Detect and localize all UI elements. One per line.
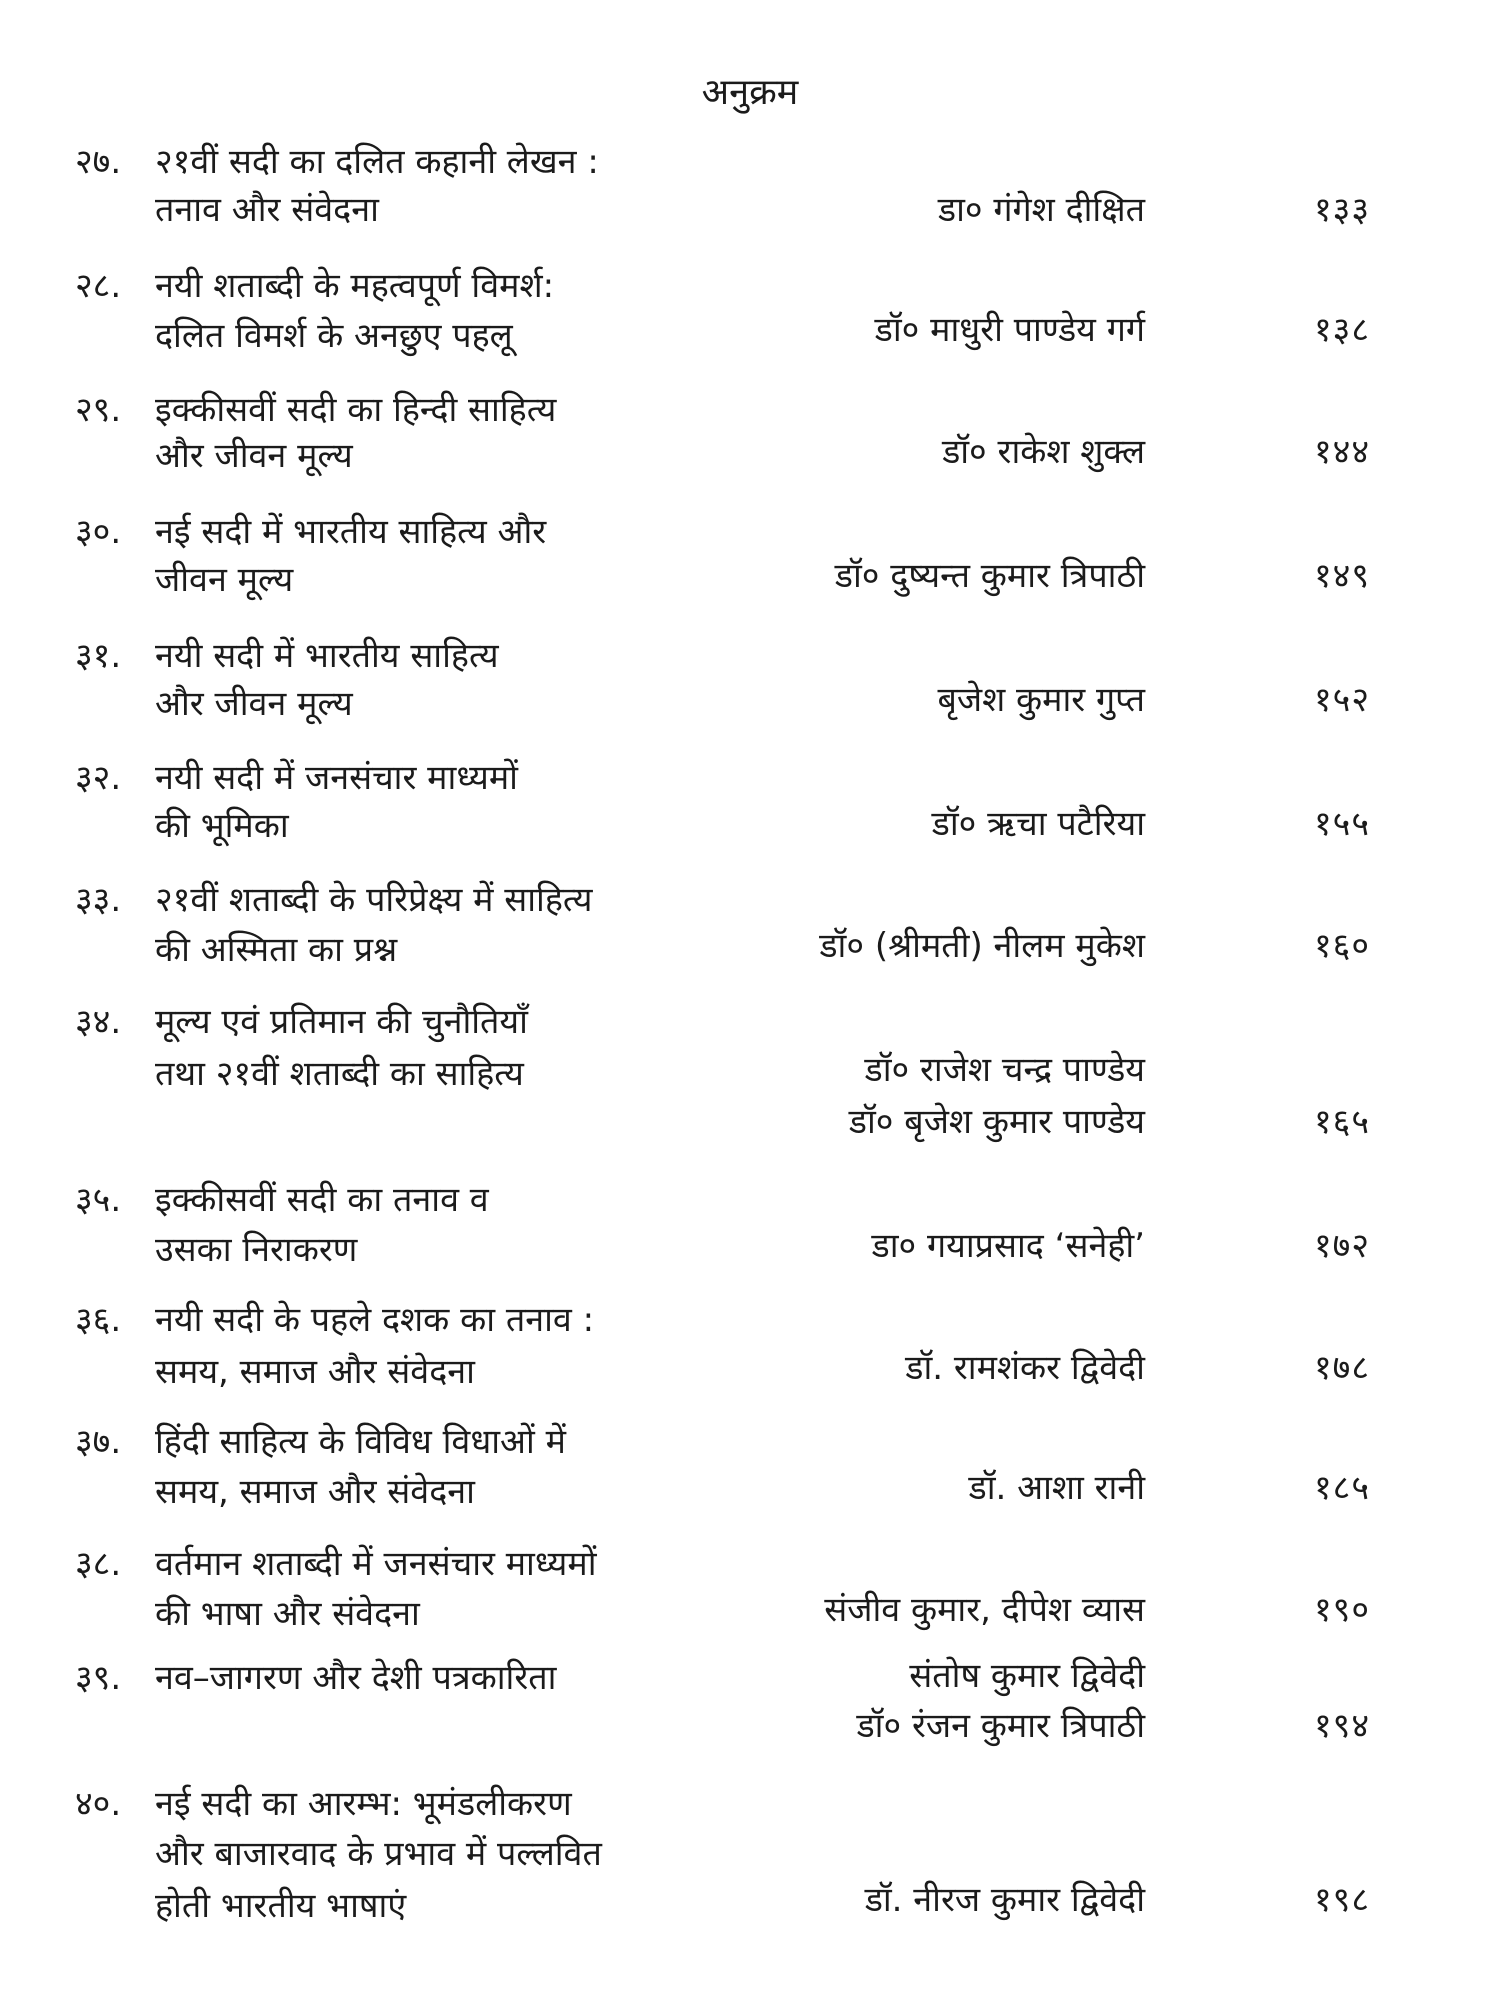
entry-title-line: की भाषा और संवेदना xyxy=(155,1594,420,1634)
entry-number: ३९. xyxy=(75,1658,122,1698)
entry-title-line: नई सदी का आरम्भ: भूमंडलीकरण xyxy=(155,1784,572,1824)
entry-author: डा० गयाप्रसाद ‘सनेही’ xyxy=(871,1226,1145,1266)
page-title: अनुक्रम xyxy=(701,72,799,113)
entry-number: ३२. xyxy=(75,758,122,798)
entry-page-number: १४९ xyxy=(1313,556,1370,596)
entry-title-line: नयी सदी में भारतीय साहित्य xyxy=(155,636,499,676)
entry-page-number: १९० xyxy=(1313,1590,1370,1630)
entry-title-line: मूल्य एवं प्रतिमान की चुनौतियाँ xyxy=(155,1002,528,1042)
entry-author: डॉ० राकेश शुक्ल xyxy=(942,432,1145,472)
entry-title-line: और जीवन मूल्य xyxy=(155,684,353,724)
entry-page-number: १९८ xyxy=(1313,1880,1370,1920)
entry-title-line: नव–जागरण और देशी पत्रकारिता xyxy=(155,1658,557,1698)
entry-title-line: नई सदी में भारतीय साहित्य और xyxy=(155,512,547,552)
entry-author: डॉ० ऋचा पटैरिया xyxy=(931,804,1145,844)
entry-number: २८. xyxy=(75,266,122,306)
entry-page-number: १३३ xyxy=(1313,190,1370,230)
entry-author: संतोष कुमार द्विवेदी xyxy=(909,1656,1145,1696)
entry-author: डॉ० दुष्यन्त कुमार त्रिपाठी xyxy=(834,556,1145,596)
entry-author: संजीव कुमार, दीपेश व्यास xyxy=(824,1590,1145,1630)
entry-page-number: १६० xyxy=(1313,926,1370,966)
entry-author: डॉ० माधुरी पाण्डेय गर्ग xyxy=(874,310,1145,350)
entry-number: ३४. xyxy=(75,1002,122,1042)
entry-page-number: १९४ xyxy=(1313,1706,1370,1746)
entry-number: ३७. xyxy=(75,1422,122,1462)
entry-author: डॉ० (श्रीमती) नीलम मुकेश xyxy=(819,926,1145,966)
entry-page-number: १६५ xyxy=(1313,1102,1370,1142)
entry-page-number: १७२ xyxy=(1313,1226,1370,1266)
entry-page-number: १५२ xyxy=(1313,680,1370,720)
entry-title-line: तथा २१वीं शताब्दी का साहित्य xyxy=(155,1054,524,1094)
entry-author: डॉ. रामशंकर द्विवेदी xyxy=(905,1348,1145,1388)
entry-title-line: नयी शताब्दी के महत्वपूर्ण विमर्श: xyxy=(155,266,555,306)
entry-title-line: २१वीं शताब्दी के परिप्रेक्ष्य में साहित्य xyxy=(155,880,593,920)
entry-author: डॉ० बृजेश कुमार पाण्डेय xyxy=(848,1102,1145,1142)
entry-title-line: वर्तमान शताब्दी में जनसंचार माध्यमों xyxy=(155,1544,597,1584)
entry-title-line: दलित विमर्श के अनछुए पहलू xyxy=(155,316,513,356)
entry-number: ४०. xyxy=(75,1784,122,1824)
entry-title-line: २१वीं सदी का दलित कहानी लेखन : xyxy=(155,142,599,182)
entry-author: डॉ० राजेश चन्द्र पाण्डेय xyxy=(864,1050,1145,1090)
entry-title-line: नयी सदी में जनसंचार माध्यमों xyxy=(155,758,518,798)
entry-page-number: १८५ xyxy=(1313,1468,1370,1508)
entry-title-line: इक्कीसवीं सदी का हिन्दी साहित्य xyxy=(155,390,557,430)
entry-number: ३६. xyxy=(75,1300,122,1340)
entry-title-line: तनाव और संवेदना xyxy=(155,190,379,230)
entry-number: ३५. xyxy=(75,1180,122,1220)
entry-author: डॉ. नीरज कुमार द्विवेदी xyxy=(864,1880,1145,1920)
entry-page-number: १४४ xyxy=(1313,432,1370,472)
entry-title-line: हिंदी साहित्य के विविध विधाओं में xyxy=(155,1422,566,1462)
entry-title-line: इक्कीसवीं सदी का तनाव व xyxy=(155,1180,489,1220)
entry-author: बृजेश कुमार गुप्त xyxy=(937,680,1145,720)
entry-number: ३३. xyxy=(75,880,122,920)
entry-page-number: १७८ xyxy=(1313,1348,1370,1388)
entry-title-line: की अस्मिता का प्रश्न xyxy=(155,930,398,970)
entry-title-line: और बाजारवाद के प्रभाव में पल्लवित xyxy=(155,1834,602,1874)
entry-author: डॉ० रंजन कुमार त्रिपाठी xyxy=(856,1706,1145,1746)
entry-title-line: और जीवन मूल्य xyxy=(155,436,353,476)
entry-title-line: होती भारतीय भाषाएं xyxy=(155,1886,407,1926)
entry-page-number: १३८ xyxy=(1313,310,1370,350)
entry-title-line: जीवन मूल्य xyxy=(155,560,294,600)
entry-title-line: नयी सदी के पहले दशक का तनाव : xyxy=(155,1300,595,1340)
entry-title-line: की भूमिका xyxy=(155,806,289,846)
entry-page-number: १५५ xyxy=(1313,804,1370,844)
entry-title-line: समय, समाज और संवेदना xyxy=(155,1472,475,1512)
entry-number: २७. xyxy=(75,142,122,182)
entry-title-line: उसका निराकरण xyxy=(155,1230,358,1270)
entry-author: डॉ. आशा रानी xyxy=(968,1468,1145,1508)
entry-number: २९. xyxy=(75,390,122,430)
entry-number: ३१. xyxy=(75,636,122,676)
entry-title-line: समय, समाज और संवेदना xyxy=(155,1352,475,1392)
entry-number: ३८. xyxy=(75,1544,122,1584)
entry-number: ३०. xyxy=(75,512,122,552)
entry-author: डा० गंगेश दीक्षित xyxy=(937,190,1145,230)
